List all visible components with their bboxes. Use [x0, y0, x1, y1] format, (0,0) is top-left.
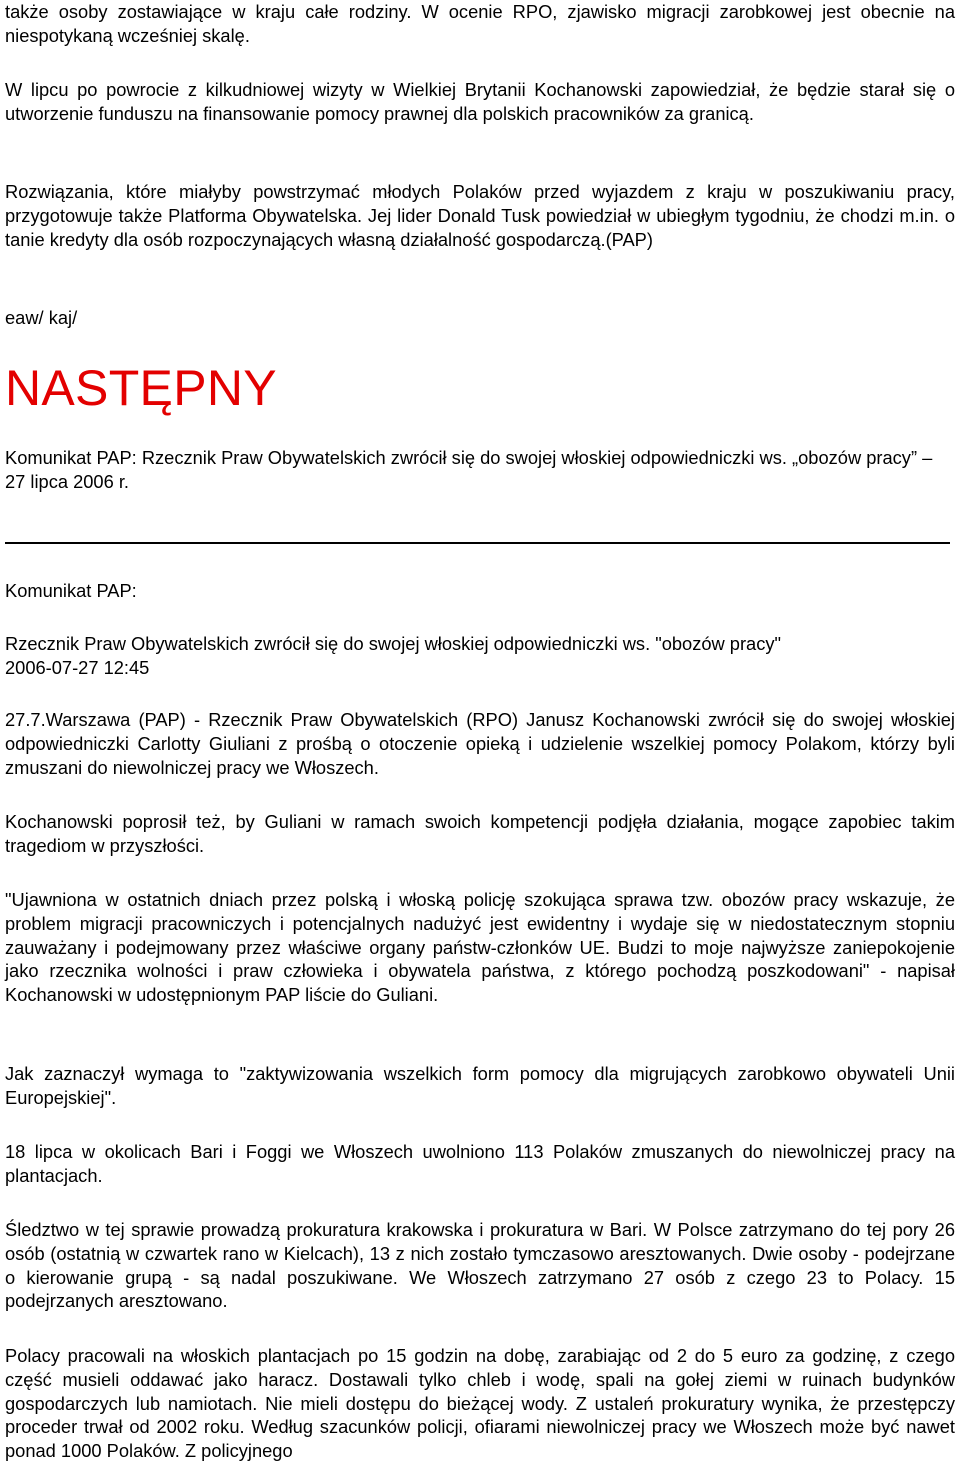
article-title-text: Rzecznik Praw Obywatelskich zwrócił się do swojej włoskiej odpowiedniczki ws. "obozów pracy" [5, 633, 781, 654]
article-paragraph: Polacy pracowali na włoskich plantacjach po 15 godzin na dobę, zarabiając od 2 do 5 euro za godzinę, z czego część musieli oddawać jako haracz. Dostawali tylko chleb i wodę, spali na gołej ziemi w ruinach budynków gospodarczych lub namiotach. Nie mieli dostępu do bieżącej wody. Z ustaleń prokuratury wynika, że przestępczy proceder trwał od 2002 roku. Według szacunków policji, ofiarami niewolniczej pracy we Włoszech może być nawet ponad 1000 Polaków. Z policyjnego [5, 1345, 955, 1462]
article-datetime: 2006-07-27 12:45 [5, 656, 150, 678]
paragraph: także osoby zostawiające w kraju całe rodziny. W ocenie RPO, zjawisko migracji zarobkowej jest obecnie na niespotykaną wcześniej skalę. [5, 1, 955, 46]
next-article-link[interactable]: Komunikat PAP: Rzecznik Praw Obywatelskich zwrócił się do swojej włoskiej odpowiedniczki ws. „obozów pracy” – 27 lipca 2006 r. [5, 447, 933, 492]
article-paragraph: Jak zaznaczył wymaga to "zaktywizowania wszelkich form pomocy dla migrujących zarobkowo obywateli Unii Europejskiej". [5, 1063, 955, 1108]
article-paragraph: Śledztwo w tej sprawie prowadzą prokuratura krakowska i prokuratura w Bari. W Polsce zatrzymano do tej pory 26 osób (ostatnią w czwartek rano w Kielcach), 13 z nich zostało tymczasowo aresztowanych. Dwie osoby - podejrzane o kierowanie grupą - są nadal poszukiwane. We Włoszech zatrzymano 27 osób z czego 23 to Polacy. 15 podejrzanych aresztowano. [5, 1219, 955, 1312]
article-paragraph: Kochanowski poprosił też, by Guliani w ramach swoich kompetencji podjęła działania, mogące zapobiec takim tragediom w przyszłości. [5, 811, 955, 856]
paragraph: Rozwiązania, które miałyby powstrzymać młodych Polaków przed wyjazdem z kraju w poszukiwaniu pracy, przygotowuje także Platforma Obywatelska. Jej lider Donald Tusk powiedział w ubiegłym tygodniu, że chodzi m.in. o tanie kredyty dla osób rozpoczynających własną działalność gospodarczą.(PAP) [5, 181, 955, 250]
article-paragraph: 27.7.Warszawa (PAP) - Rzecznik Praw Obywatelskich (RPO) Janusz Kochanowski zwrócił się do swojej włoskiej odpowiedniczki Carlotty Giuliani z prośbą o otoczenie opieką i udzielenie wszelkiej pomocy Polakom, którzy byli zmuszani do niewolniczej pracy we Włoszech. [5, 709, 955, 778]
author-signature: eaw/ kaj/ [5, 307, 78, 328]
divider [5, 542, 950, 544]
article-label: Komunikat PAP: [5, 580, 137, 601]
article-title [5, 632, 781, 680]
article-paragraph: "Ujawniona w ostatnich dniach przez polską i włoską policję szokująca sprawa tzw. obozów pracy wskazuje, że problem migracji pracowniczych i potencjalnych nadużyć jest ewidentny i wydaje się w niedostatecznym stopniu zauważany i podejmowany przez właściwe organy państw-członków UE. Budzi to moje najwyższe zaniepokojenie jako rzecznika wolności i praw człowieka i obywatela państwa, z którego pochodzą poszkodowani" - napisał Kochanowski w udostępnionym PAP liście do Guliani. [5, 889, 955, 1006]
next-heading: NASTĘPNY [5, 360, 277, 416]
paragraph: W lipcu po powrocie z kilkudniowej wizyty w Wielkiej Brytanii Kochanowski zapowiedział, że będzie starał się o utworzenie funduszu na finansowanie pomocy prawnej dla polskich pracowników za granicą. [5, 79, 955, 124]
article-paragraph: 18 lipca w okolicach Bari i Foggi we Włoszech uwolniono 113 Polaków zmuszanych do niewolniczej pracy na plantacjach. [5, 1141, 955, 1186]
